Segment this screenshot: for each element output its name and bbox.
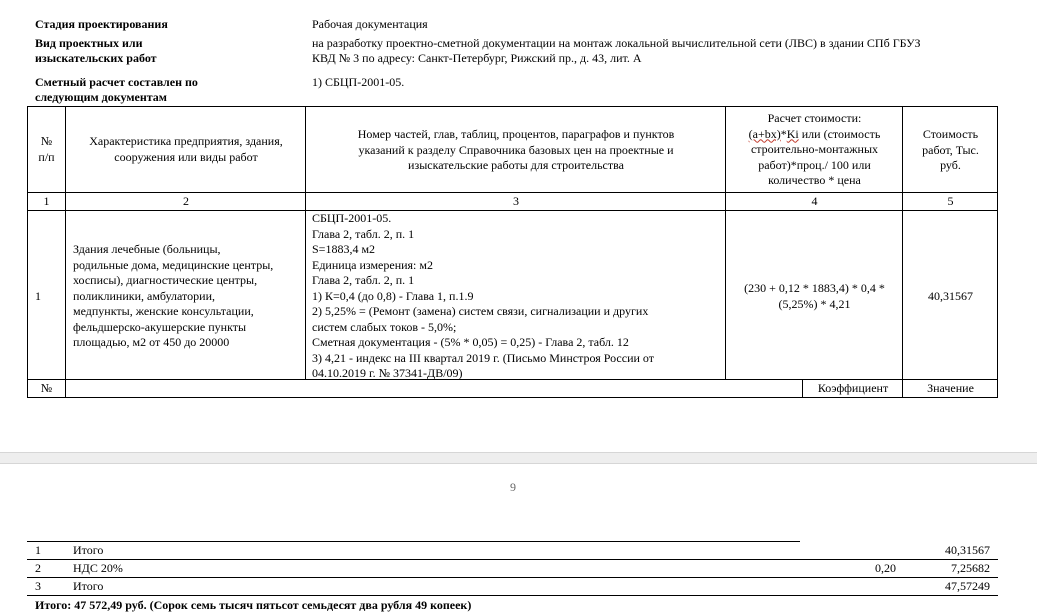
- row-description: Здания лечебные (больницы, родильные дома, медицинские центры, хосписы), диагностические центры, поликлиники, амбулатории, медпункты, женские консультации, фельдшерско-акушерские пункты площадью, м2 от 450 до 20000: [73, 242, 274, 349]
- docs-label-line1: Сметный расчет составлен по: [35, 75, 198, 89]
- row-number: 1: [35, 289, 41, 303]
- header-characteristic: Характеристика предприятия, здания, сооружения или виды работ: [89, 134, 283, 164]
- footer-header-coefficient: Коэффициент: [817, 381, 889, 395]
- stage-value: Рабочая документация: [312, 17, 428, 31]
- work-type-value-line2: КВД № 3 по адресу: Санкт-Петербург, Рижский пр., д. 43, лит. А: [312, 51, 642, 65]
- row-references: СБЦП-2001-05. Глава 2, табл. 2, п. 1 S=1883,4 м2 Единица измерения: м2 Глава 2, табл. 2, п. 1 1) К=0,4 (до 0,8) - Глава 1, п.1.9 2) 5,25% = (Ремонт (замена) систем связи, сигнализации и других систем слабых токов - 5,0%; Сметная документация - (5% * 0,05) = 0,25) - Глава 2, табл. 12 3) 4,21 - индекс на III квартал 2019 г. (Письмо Минстроя России от 04.10.2019 г. № 37341-ДВ/09): [312, 211, 654, 380]
- docs-value: 1) СБЦП-2001-05.: [312, 75, 405, 89]
- column-number: 3: [513, 194, 519, 208]
- footer-header-num: №: [40, 381, 53, 395]
- footer-header-value: Значение: [927, 381, 974, 395]
- header-cost: Стоимость работ, Тыс. руб.: [922, 127, 979, 172]
- header-calculation: Расчет стоимости: (a+bx)*Ki или (стоимость строительно-монтажных работ)*проц./ 100 или количество * цена: [748, 111, 881, 187]
- page-break: [0, 452, 1037, 464]
- column-number: 5: [947, 194, 954, 208]
- work-type-label-line2: изыскательских работ: [35, 51, 157, 65]
- row-cost: 40,31567: [928, 289, 973, 303]
- work-type-label-line1: Вид проектных или: [35, 36, 143, 50]
- work-type-value-line1: на разработку проектно-сметной документации на монтаж локальной вычислительной сети (ЛВС) в здании СПб ГБУЗ: [312, 36, 921, 50]
- docs-label-line2: следующим документам: [35, 90, 167, 104]
- grand-total: Итого: 47 572,49 руб. (Сорок семь тысяч пятьсот семьдесят два рубля 49 копеек): [35, 598, 472, 612]
- column-number: 4: [811, 194, 818, 208]
- row-calculation: (230 + 0,12 * 1883,4) * 0,4 * (5,25%) * 4,21: [744, 281, 885, 311]
- page-number: 9: [510, 480, 516, 494]
- stage-label: Стадия проектирования: [35, 17, 168, 31]
- column-number: 1: [43, 194, 50, 208]
- header-num: № п/п: [38, 134, 55, 164]
- header-references: Номер частей, глав, таблиц, процентов, параграфов и пунктов указаний к разделу Справочника базовых цен на проектные и изыскательские работы для строительства: [357, 127, 675, 172]
- column-number: 2: [183, 194, 189, 208]
